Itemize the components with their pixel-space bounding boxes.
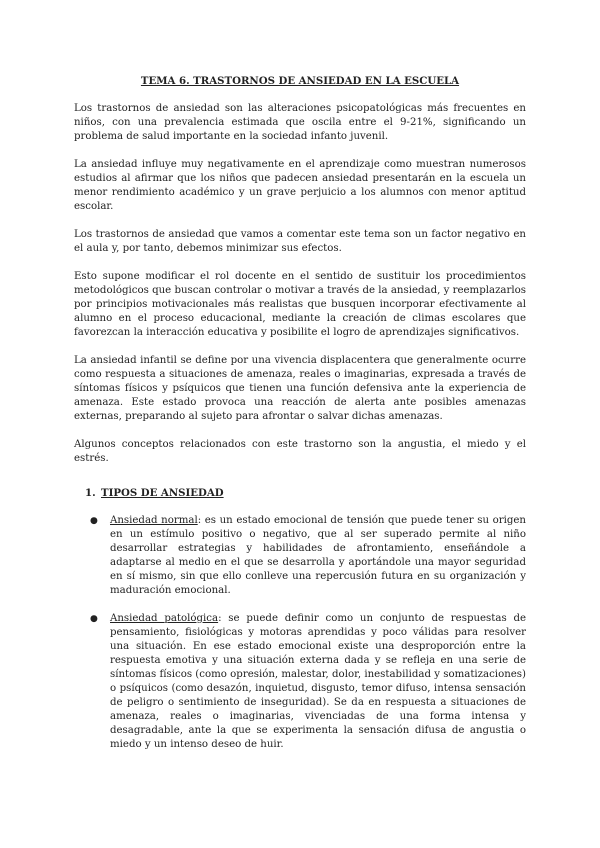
paragraph: La ansiedad influye muy negativamente en el aprendizaje como muestran numerosos estudios al afirmar que los niños que padecen ansiedad presentarán en la escuela un menor rendimiento académico y un grave perjuicio a los alumnos con menor aptitud escolar. bbox=[74, 159, 526, 212]
document-body bbox=[74, 74, 526, 766]
bullet-text: : es un estado emocional de tensión que puede tener su origen en un estímulo positivo o negativo, que al ser superado permite al niño desarrollar estrategias y habilidades de afrontamiento, enseñándole a adaptarse al medio en el que se desarrolla y aportándole una mayor seguridad en sí mismo, sin que ello conlleve una repercusión futura en su organización y maduración emocional. bbox=[110, 515, 526, 596]
bullet-icon: ● bbox=[90, 614, 98, 624]
paragraph: Los trastornos de ansiedad son las alteraciones psicopatológicas más frecuentes en niños, con una prevalencia estimada que oscila entre el 9-21%, significando un problema de salud importante en la sociedad infanto juvenil. bbox=[74, 103, 526, 142]
list-item bbox=[74, 514, 526, 598]
document-title: TEMA 6. TRASTORNOS DE ANSIEDAD EN LA ESCUELA bbox=[140, 75, 460, 87]
paragraph: La ansiedad infantil se define por una vivencia displacentera que generalmente ocurre como respuesta a situaciones de amenaza, reales o imaginarias, expresada a través de síntomas físicos y psíquicos que tienen una función defensiva ante la experiencia de amenaza. Este estado provoca una reacción de alerta ante posibles amenazas externas, preparando al sujeto para afrontar o salvar dichas amenazas. bbox=[74, 355, 526, 422]
bullet-term: Ansiedad normal bbox=[110, 515, 198, 526]
bullet-term: Ansiedad patológica bbox=[110, 613, 219, 624]
paragraph: Algunos conceptos relacionados con este trastorno son la angustia, el miedo y el estrés. bbox=[74, 439, 526, 464]
bullet-text: : se puede definir como un conjunto de respuestas de pensamiento, fisiológicas y motoras aprendidas y poco válidas para resolver una situación. En ese estado emocional existe una desproporción entre la respuesta emotiva y una situación externa dada y se refleja en una serie de síntomas físicos (como opresión, malestar, dolor, inestabilidad y somatizaciones) o psíquicos (como desazón, inquietud, disgusto, temor difuso, intensa sensación de peligro o sentimiento de inseguridad). Se da en respuesta a situaciones de amenaza, reales o imaginarias, vivenciadas de una forma intensa y desagradable, ante la que se experimenta la sensación difusa de angustia o miedo y un intenso deseo de huir. bbox=[110, 613, 526, 750]
list-item bbox=[74, 612, 526, 752]
bullet-icon: ● bbox=[90, 516, 98, 526]
section-heading bbox=[85, 486, 526, 500]
paragraph: Los trastornos de ansiedad que vamos a comentar este tema son un factor negativo en el aula y, por tanto, debemos minimizar sus efectos. bbox=[74, 229, 526, 254]
section-number: 1. bbox=[85, 487, 96, 499]
paragraph: Esto supone modificar el rol docente en el sentido de sustituir los procedimientos metodológicos que buscan controlar o motivar a través de la ansiedad, y reemplazarlos por principios motivacionales más realistas que busquen incorporar efectivamente al alumno en el proceso educacional, mediante la creación de climas escolares que favorezcan la interacción educativa y posibilite el logro de aprendizajes significativos. bbox=[74, 271, 526, 338]
section-label: TIPOS DE ANSIEDAD bbox=[101, 487, 224, 499]
bullet-list bbox=[74, 514, 526, 752]
